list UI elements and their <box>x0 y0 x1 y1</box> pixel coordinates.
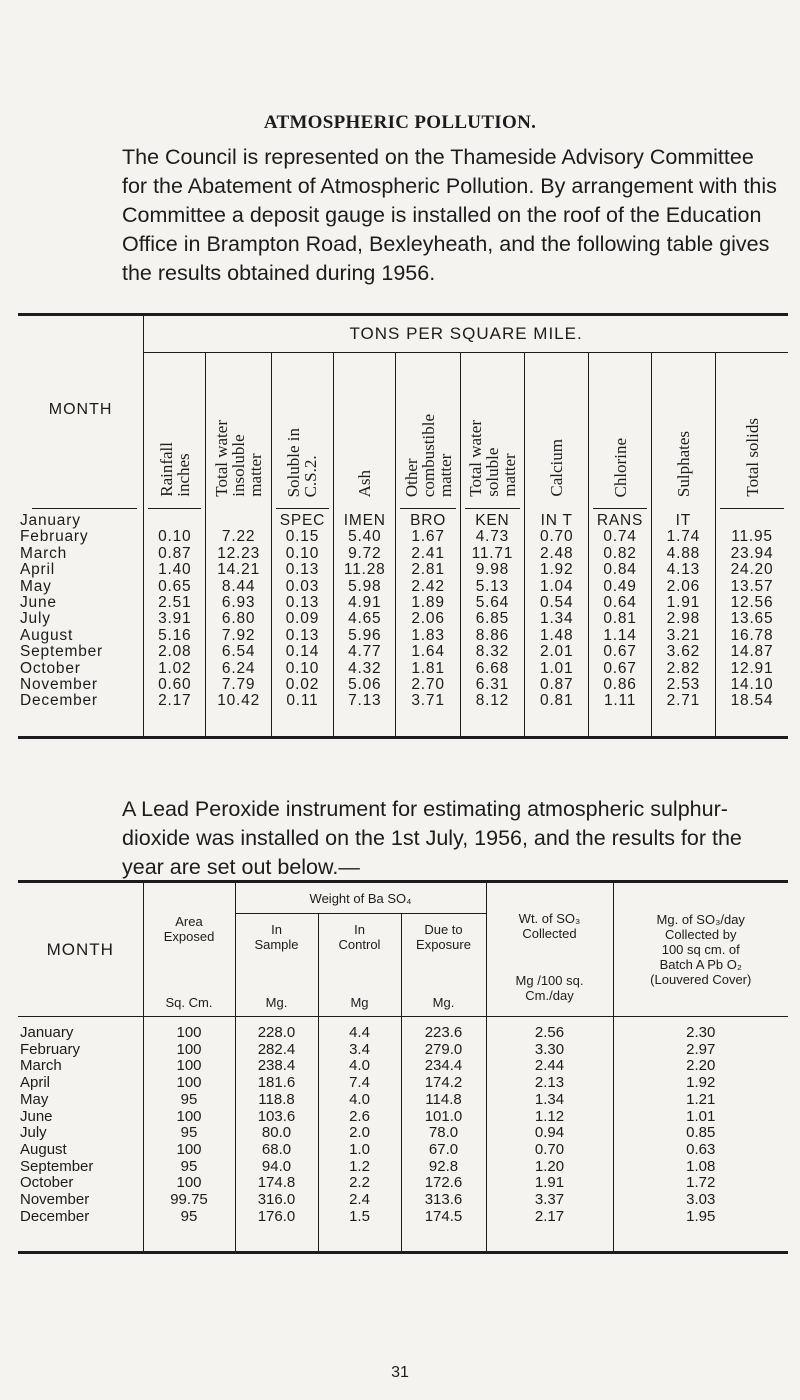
value-cell: 1.89 <box>396 595 460 611</box>
column-header: Ash <box>334 353 396 504</box>
unit-sq-cm: Sq. Cm. <box>143 960 235 1017</box>
value-cell: 11.71 <box>460 546 524 562</box>
value-cell: 0.87 <box>525 677 589 693</box>
table-row <box>18 644 788 660</box>
table-row <box>18 677 788 693</box>
value-cell: 316.0 <box>235 1192 318 1209</box>
month-cell: October <box>20 1174 74 1192</box>
value-cell: 13.57 <box>716 579 788 595</box>
column-header: Sulphates <box>651 353 715 504</box>
wt-so3-header: Wt. of SO₃ Collected <box>486 882 613 961</box>
value-cell: 1.0 <box>318 1142 401 1159</box>
note-cell: IN T <box>525 513 589 529</box>
column-header: Total water soluble matter <box>460 353 524 504</box>
note-cell <box>716 513 788 529</box>
value-cell: 67.0 <box>401 1142 486 1159</box>
month-cell: October <box>20 659 81 677</box>
value-cell: 5.96 <box>334 628 396 644</box>
value-cell: 3.62 <box>651 644 715 660</box>
value-cell: 16.78 <box>716 628 788 644</box>
value-cell: 12.56 <box>716 595 788 611</box>
value-cell: 114.8 <box>401 1092 486 1109</box>
value-cell: 174.2 <box>401 1075 486 1092</box>
column-header: Chlorine <box>589 353 651 504</box>
value-cell: 14.21 <box>206 562 271 578</box>
value-cell: 1.20 <box>486 1159 613 1176</box>
value-cell: 0.65 <box>144 579 206 595</box>
value-cell: 101.0 <box>401 1109 486 1126</box>
value-cell: 6.31 <box>460 677 524 693</box>
table-row <box>18 1175 788 1192</box>
month-cell: November <box>20 1191 90 1209</box>
value-cell: 1.01 <box>613 1109 788 1126</box>
value-cell: 100 <box>143 1175 235 1192</box>
value-cell: 1.2 <box>318 1159 401 1176</box>
column-header: Total solids <box>716 353 788 504</box>
value-cell: 1.95 <box>613 1209 788 1226</box>
table-row <box>18 693 788 709</box>
month-cell: July <box>20 1124 47 1142</box>
value-cell: 4.13 <box>651 562 715 578</box>
value-cell: 92.8 <box>401 1159 486 1176</box>
value-cell: 12.23 <box>206 546 271 562</box>
value-cell: 0.10 <box>271 546 333 562</box>
value-cell: 0.09 <box>271 611 333 627</box>
value-cell: 0.67 <box>589 644 651 660</box>
value-cell: 0.82 <box>589 546 651 562</box>
value-cell: 95 <box>143 1092 235 1109</box>
value-cell: 2.51 <box>144 595 206 611</box>
month-cell: April <box>20 1074 51 1092</box>
month-cell: June <box>20 594 57 612</box>
page-number: 31 <box>391 1364 409 1381</box>
value-cell: 234.4 <box>401 1058 486 1075</box>
month-cell: May <box>20 577 52 595</box>
value-cell: 1.48 <box>525 628 589 644</box>
column-header: Soluble in C.S.2. <box>271 353 333 504</box>
table-row <box>18 579 788 595</box>
value-cell: 1.14 <box>589 628 651 644</box>
month-cell: March <box>20 544 68 562</box>
value-cell: 2.06 <box>651 579 715 595</box>
value-cell: 0.03 <box>271 579 333 595</box>
table-row <box>18 513 788 529</box>
value-cell: 11.95 <box>716 529 788 545</box>
intro-paragraph: The Council is represented on the Thameside Advisory Committee for the Abatement of Atmospheric Pollution. By arrangement with this Committee a deposit gauge is installed on the roof of the Education Office in Brampton Road, Bexleyheath, and the following table gives the results obtained during 1956. <box>122 145 777 285</box>
value-cell: 6.93 <box>206 595 271 611</box>
value-cell: 5.64 <box>460 595 524 611</box>
value-cell: 4.32 <box>334 661 396 677</box>
value-cell: 100 <box>143 1042 235 1059</box>
table-row <box>18 1109 788 1126</box>
table-row <box>18 1159 788 1176</box>
value-cell: 100 <box>143 1142 235 1159</box>
value-cell: 2.56 <box>486 1025 613 1042</box>
value-cell: 118.8 <box>235 1092 318 1109</box>
value-cell: 0.02 <box>271 677 333 693</box>
month-cell: September <box>20 1157 94 1175</box>
value-cell: 14.10 <box>716 677 788 693</box>
value-cell: 3.71 <box>396 693 460 709</box>
value-cell: 24.20 <box>716 562 788 578</box>
month-cell: July <box>20 610 51 628</box>
value-cell: 5.06 <box>334 677 396 693</box>
value-cell: 1.01 <box>525 661 589 677</box>
table-row <box>18 1058 788 1075</box>
value-cell: 0.10 <box>144 529 206 545</box>
value-cell: 3.30 <box>486 1042 613 1059</box>
unit-mg-control: Mg <box>318 960 401 1017</box>
value-cell: 1.83 <box>396 628 460 644</box>
value-cell: 4.77 <box>334 644 396 660</box>
value-cell: 174.5 <box>401 1209 486 1226</box>
weight-baso4-header: Weight of Ba SO₄ <box>235 882 486 914</box>
note-cell <box>206 513 271 529</box>
value-cell: 176.0 <box>235 1209 318 1226</box>
value-cell: 9.98 <box>460 562 524 578</box>
value-cell: 4.91 <box>334 595 396 611</box>
value-cell: 2.2 <box>318 1175 401 1192</box>
value-cell: 100 <box>143 1058 235 1075</box>
month-cell: August <box>20 626 74 644</box>
value-cell: 1.91 <box>651 595 715 611</box>
value-cell: 0.54 <box>525 595 589 611</box>
value-cell: 0.70 <box>486 1142 613 1159</box>
value-cell: 2.6 <box>318 1109 401 1126</box>
value-cell: 1.40 <box>144 562 206 578</box>
value-cell: 2.17 <box>486 1209 613 1226</box>
value-cell: 6.80 <box>206 611 271 627</box>
month-cell: November <box>20 676 98 694</box>
value-cell: 223.6 <box>401 1025 486 1042</box>
table-row <box>18 1209 788 1226</box>
value-cell: 4.65 <box>334 611 396 627</box>
value-cell: 1.92 <box>525 562 589 578</box>
value-cell: 4.88 <box>651 546 715 562</box>
value-cell: 18.54 <box>716 693 788 709</box>
value-cell: 0.81 <box>525 693 589 709</box>
value-cell: 0.94 <box>486 1125 613 1142</box>
value-cell: 2.48 <box>525 546 589 562</box>
value-cell: 2.17 <box>144 693 206 709</box>
value-cell: 4.0 <box>318 1092 401 1109</box>
column-header: Total water insoluble matter <box>206 353 271 504</box>
value-cell: 1.92 <box>613 1075 788 1092</box>
in-control-header: In Control <box>318 914 401 961</box>
value-cell: 23.94 <box>716 546 788 562</box>
value-cell: 1.64 <box>396 644 460 660</box>
value-cell: 1.11 <box>589 693 651 709</box>
value-cell: 2.44 <box>486 1058 613 1075</box>
column-header: Calcium <box>525 353 589 504</box>
value-cell: 0.15 <box>271 529 333 545</box>
value-cell: 0.84 <box>589 562 651 578</box>
value-cell: 2.20 <box>613 1058 788 1075</box>
value-cell: 12.91 <box>716 661 788 677</box>
value-cell: 0.70 <box>525 529 589 545</box>
value-cell: 2.53 <box>651 677 715 693</box>
month-header: MONTH <box>18 315 144 504</box>
value-cell: 2.81 <box>396 562 460 578</box>
value-cell: 3.03 <box>613 1192 788 1209</box>
value-cell: 100 <box>143 1025 235 1042</box>
value-cell: 11.28 <box>334 562 396 578</box>
value-cell: 0.13 <box>271 628 333 644</box>
value-cell: 3.91 <box>144 611 206 627</box>
value-cell: 78.0 <box>401 1125 486 1142</box>
table-row <box>18 1125 788 1142</box>
month-cell: May <box>20 1090 49 1108</box>
value-cell: 95 <box>143 1209 235 1226</box>
deposit-gauge-table <box>18 313 788 739</box>
unit-mg-sample: Mg. <box>235 960 318 1017</box>
month-cell: February <box>20 528 89 546</box>
value-cell: 6.68 <box>460 661 524 677</box>
value-cell: 5.16 <box>144 628 206 644</box>
value-cell: 1.34 <box>525 611 589 627</box>
value-cell: 1.12 <box>486 1109 613 1126</box>
value-cell: 1.74 <box>651 529 715 545</box>
note-cell: KEN <box>460 513 524 529</box>
table-row <box>18 562 788 578</box>
value-cell: 7.22 <box>206 529 271 545</box>
tons-per-square-mile-header: TONS PER SQUARE MILE. <box>144 315 788 353</box>
table-row <box>18 1192 788 1209</box>
value-cell: 6.24 <box>206 661 271 677</box>
value-cell: 7.4 <box>318 1075 401 1092</box>
value-cell: 5.98 <box>334 579 396 595</box>
value-cell: 4.0 <box>318 1058 401 1075</box>
value-cell: 1.91 <box>486 1175 613 1192</box>
value-cell: 1.21 <box>613 1092 788 1109</box>
table-row <box>18 1092 788 1109</box>
value-cell: 2.70 <box>396 677 460 693</box>
value-cell: 0.64 <box>589 595 651 611</box>
value-cell: 0.11 <box>271 693 333 709</box>
value-cell: 95 <box>143 1159 235 1176</box>
month-cell: April <box>20 561 56 579</box>
value-cell: 9.72 <box>334 546 396 562</box>
header-rule-row <box>18 503 788 513</box>
value-cell: 4.4 <box>318 1025 401 1042</box>
value-cell: 8.44 <box>206 579 271 595</box>
value-cell: 100 <box>143 1075 235 1092</box>
value-cell: 4.73 <box>460 529 524 545</box>
value-cell: 3.21 <box>651 628 715 644</box>
value-cell: 0.74 <box>589 529 651 545</box>
table-row <box>18 1142 788 1159</box>
value-cell: 2.82 <box>651 661 715 677</box>
value-cell: 99.75 <box>143 1192 235 1209</box>
table-row <box>18 661 788 677</box>
month-cell: December <box>20 1207 90 1225</box>
page-title: ATMOSPHERIC POLLUTION. <box>263 112 537 133</box>
value-cell: 2.42 <box>396 579 460 595</box>
month-cell: January <box>20 1024 74 1041</box>
area-exposed-header: Area Exposed <box>143 882 235 961</box>
table-row <box>18 1025 788 1042</box>
value-cell: 0.13 <box>271 595 333 611</box>
note-cell: BRO <box>396 513 460 529</box>
month-cell: March <box>20 1057 62 1075</box>
month-cell: August <box>20 1140 67 1158</box>
value-cell: 1.02 <box>144 661 206 677</box>
value-cell: 7.79 <box>206 677 271 693</box>
value-cell: 3.4 <box>318 1042 401 1059</box>
month-header-2: MONTH <box>18 882 143 1017</box>
month-cell: June <box>20 1107 53 1125</box>
value-cell: 0.86 <box>589 677 651 693</box>
due-to-exposure-header: Due to Exposure <box>401 914 486 961</box>
value-cell: 279.0 <box>401 1042 486 1059</box>
value-cell: 2.0 <box>318 1125 401 1142</box>
value-cell: 0.10 <box>271 661 333 677</box>
month-cell: September <box>20 643 104 661</box>
value-cell: 0.49 <box>589 579 651 595</box>
value-cell: 0.14 <box>271 644 333 660</box>
value-cell: 8.86 <box>460 628 524 644</box>
value-cell: 0.67 <box>589 661 651 677</box>
value-cell: 2.30 <box>613 1025 788 1042</box>
table-row <box>18 546 788 562</box>
note-cell: SPEC <box>271 513 333 529</box>
table-row <box>18 1042 788 1059</box>
value-cell: 7.92 <box>206 628 271 644</box>
table-row <box>18 611 788 627</box>
mg-so3-day-header: Mg. of SO₃/day Collected by 100 sq cm. of Batch A Pb O₂ (Louvered Cover) <box>613 882 788 1017</box>
value-cell: 0.87 <box>144 546 206 562</box>
value-cell: 238.4 <box>235 1058 318 1075</box>
in-sample-header: In Sample <box>235 914 318 961</box>
note-cell: IMEN <box>334 513 396 529</box>
value-cell: 2.98 <box>651 611 715 627</box>
month-cell: January <box>20 512 81 529</box>
table-row <box>18 529 788 545</box>
month-cell: December <box>20 692 98 710</box>
value-cell: 2.06 <box>396 611 460 627</box>
column-header: Rainfall inches <box>144 353 206 504</box>
value-cell: 0.63 <box>613 1142 788 1159</box>
value-cell: 174.8 <box>235 1175 318 1192</box>
value-cell: 2.41 <box>396 546 460 562</box>
value-cell: 1.34 <box>486 1092 613 1109</box>
value-cell: 1.72 <box>613 1175 788 1192</box>
value-cell: 68.0 <box>235 1142 318 1159</box>
value-cell: 2.01 <box>525 644 589 660</box>
value-cell: 282.4 <box>235 1042 318 1059</box>
value-cell: 103.6 <box>235 1109 318 1126</box>
unit-mg-per-100sqcm-day: Mg /100 sq. Cm./day <box>486 960 613 1017</box>
value-cell: 3.37 <box>486 1192 613 1209</box>
value-cell: 2.97 <box>613 1042 788 1059</box>
value-cell: 14.87 <box>716 644 788 660</box>
month-cell: February <box>20 1040 81 1058</box>
value-cell: 0.81 <box>589 611 651 627</box>
value-cell: 2.71 <box>651 693 715 709</box>
value-cell: 172.6 <box>401 1175 486 1192</box>
value-cell: 8.12 <box>460 693 524 709</box>
value-cell: 2.13 <box>486 1075 613 1092</box>
value-cell: 80.0 <box>235 1125 318 1142</box>
lead-peroxide-paragraph: A Lead Peroxide instrument for estimating atmospheric sulphur-dioxide was installed on the 1st July, 1956, and the results for the year are set out below.— <box>122 797 742 879</box>
value-cell: 313.6 <box>401 1192 486 1209</box>
value-cell: 1.67 <box>396 529 460 545</box>
value-cell: 0.60 <box>144 677 206 693</box>
value-cell: 0.13 <box>271 562 333 578</box>
value-cell: 94.0 <box>235 1159 318 1176</box>
value-cell: 100 <box>143 1109 235 1126</box>
table-row <box>18 595 788 611</box>
value-cell: 181.6 <box>235 1075 318 1092</box>
value-cell: 2.4 <box>318 1192 401 1209</box>
note-cell <box>144 513 206 529</box>
value-cell: 5.13 <box>460 579 524 595</box>
table-row <box>18 628 788 644</box>
value-cell: 1.5 <box>318 1209 401 1226</box>
note-cell: RANS <box>589 513 651 529</box>
column-header: Other combustible matter <box>396 353 460 504</box>
value-cell: 228.0 <box>235 1025 318 1042</box>
value-cell: 7.13 <box>334 693 396 709</box>
unit-mg-exposure: Mg. <box>401 960 486 1017</box>
value-cell: 5.40 <box>334 529 396 545</box>
value-cell: 1.04 <box>525 579 589 595</box>
value-cell: 1.08 <box>613 1159 788 1176</box>
value-cell: 95 <box>143 1125 235 1142</box>
value-cell: 1.81 <box>396 661 460 677</box>
lead-peroxide-table <box>18 880 788 1254</box>
value-cell: 6.85 <box>460 611 524 627</box>
table-row <box>18 1075 788 1092</box>
value-cell: 13.65 <box>716 611 788 627</box>
value-cell: 0.85 <box>613 1125 788 1142</box>
note-cell: IT <box>651 513 715 529</box>
value-cell: 6.54 <box>206 644 271 660</box>
value-cell: 2.08 <box>144 644 206 660</box>
value-cell: 8.32 <box>460 644 524 660</box>
value-cell: 10.42 <box>206 693 271 709</box>
